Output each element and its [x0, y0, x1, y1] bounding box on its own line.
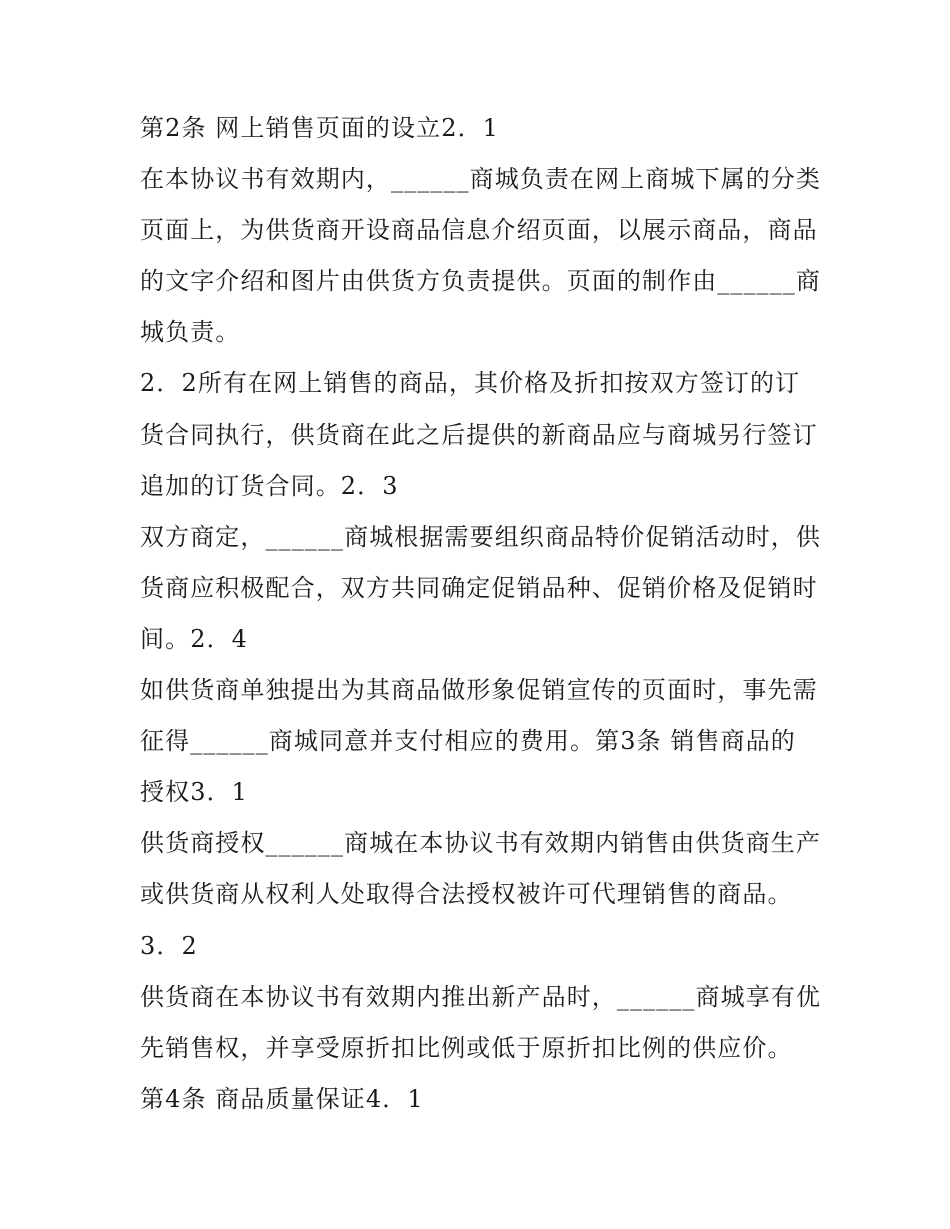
text-line: 货合同执行，供货商在此之后提供的新商品应与商城另行签订	[140, 420, 818, 449]
text-line: 2．2所有在网上销售的商品，其价格及折扣按双方签订的订	[140, 369, 801, 398]
text-line: 征得______商城同意并支付相应的费用。第3条 销售商品的	[140, 727, 796, 756]
text-line: 间。2．4	[140, 624, 249, 653]
text-line: 追加的订货合同。2．3	[140, 471, 399, 500]
document-body	[140, 103, 830, 1125]
text-line: 3．2	[140, 931, 198, 960]
text-line: 在本协议书有效期内，______商城负责在网上商城下属的分类	[140, 165, 821, 194]
text-line: 货商应积极配合，双方共同确定促销品种、促销价格及促销时	[140, 573, 818, 602]
section-heading-2: 第2条 网上销售页面的设立2．1	[140, 114, 500, 142]
text-line: 授权3．1	[140, 778, 249, 807]
text-line: 供货商在本协议书有效期内推出新产品时，______商城享有优	[140, 982, 821, 1011]
text-line: 供货商授权______商城在本协议书有效期内销售由供货商生产	[140, 829, 821, 858]
section-heading-4: 第4条 商品质量保证4．1	[140, 1084, 424, 1113]
text-line: 或供货商从权利人处取得合法授权被许可代理销售的商品。	[140, 880, 793, 909]
text-line: 页面上，为供货商开设商品信息介绍页面，以展示商品，商品	[140, 216, 818, 245]
text-line: 双方商定，______商城根据需要组织商品特价促销活动时，供	[140, 522, 821, 551]
text-line: 的文字介绍和图片由供货方负责提供。页面的制作由______商	[140, 267, 821, 296]
text-line: 先销售权，并享受原折扣比例或低于原折扣比例的供应价。	[140, 1033, 793, 1062]
text-line: 城负责。	[140, 318, 241, 347]
text-line: 如供货商单独提出为其商品做形象促销宣传的页面时，事先需	[140, 676, 818, 705]
